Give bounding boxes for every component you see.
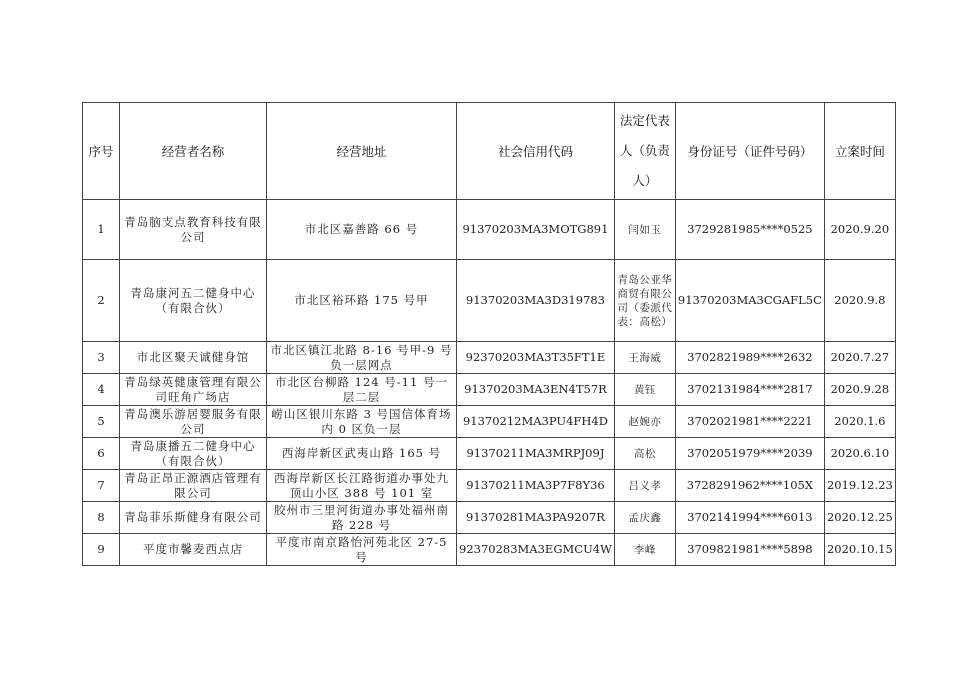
row-legal-rep: 闫如玉: [614, 200, 675, 260]
row-no: 2: [83, 260, 120, 342]
row-credit-code: 91370203MA3MOTG891: [457, 200, 615, 260]
row-no: 7: [83, 470, 120, 502]
row-date: 2020.6.10: [824, 438, 895, 470]
row-legal-rep: 王海威: [614, 342, 675, 374]
row-credit-code: 91370203MA3D319783: [457, 260, 615, 342]
row-date: 2020.12.25: [824, 502, 895, 534]
row-date: 2019.12.23: [824, 470, 895, 502]
row-name: 市北区聚天诚健身馆: [120, 342, 267, 374]
table-row: [83, 502, 896, 534]
row-credit-code: 92370283MA3EGMCU4W: [457, 534, 615, 566]
row-id-number: 3702131984****2817: [675, 374, 824, 406]
row-credit-code: 92370203MA3T35FT1E: [457, 342, 615, 374]
row-id-number: 3709821981****5898: [675, 534, 824, 566]
row-name: 青岛康河五二健身中心（有限合伙）: [120, 260, 267, 342]
table-row: [83, 470, 896, 502]
row-credit-code: 91370211MA3P7F8Y36: [457, 470, 615, 502]
row-id-number: 91370203MA3CGAFL5C: [675, 260, 824, 342]
table-row: [83, 260, 896, 342]
row-address: 胶州市三里河街道办事处福州南路 228 号: [267, 502, 457, 534]
row-no: 9: [83, 534, 120, 566]
header-filing-date: 立案时间: [824, 103, 895, 200]
row-no: 8: [83, 502, 120, 534]
row-credit-code: 91370212MA3PU4FH4D: [457, 406, 615, 438]
row-legal-rep: 赵婉亦: [614, 406, 675, 438]
row-address: 平度市南京路怡河苑北区 27-5 号: [267, 534, 457, 566]
row-name: 青岛脑支点教育科技有限公司: [120, 200, 267, 260]
row-legal-rep: 高松: [614, 438, 675, 470]
row-id-number: 3702821989****2632: [675, 342, 824, 374]
row-name: 青岛康播五二健身中心（有限合伙）: [120, 438, 267, 470]
row-address: 市北区台柳路 124 号-11 号一层二层: [267, 374, 457, 406]
header-no: 序号: [83, 103, 120, 200]
row-no: 4: [83, 374, 120, 406]
row-date: 2020.7.27: [824, 342, 895, 374]
row-address: 西海岸新区武夷山路 165 号: [267, 438, 457, 470]
row-date: 2020.1.6: [824, 406, 895, 438]
table-row: [83, 200, 896, 260]
header-address: 经营地址: [267, 103, 457, 200]
operator-table: [82, 102, 896, 566]
header-name: 经营者名称: [120, 103, 267, 200]
row-address: 市北区裕环路 175 号甲: [267, 260, 457, 342]
row-address: 崂山区银川东路 3 号国信体育场内 0 区负一层: [267, 406, 457, 438]
row-credit-code: 91370281MA3PA9207R: [457, 502, 615, 534]
row-name: 青岛正昂正源酒店管理有限公司: [120, 470, 267, 502]
row-address: 市北区镇江北路 8-16 号甲-9 号负一层网点: [267, 342, 457, 374]
row-date: 2020.9.28: [824, 374, 895, 406]
row-name: 青岛澳乐游居婴服务有限公司: [120, 406, 267, 438]
row-id-number: 3702141994****6013: [675, 502, 824, 534]
row-no: 5: [83, 406, 120, 438]
row-id-number: 3728291962****105X: [675, 470, 824, 502]
row-date: 2020.10.15: [824, 534, 895, 566]
row-date: 2020.9.20: [824, 200, 895, 260]
table-row: [83, 438, 896, 470]
header-credit-code: 社会信用代码: [457, 103, 615, 200]
row-no: 6: [83, 438, 120, 470]
header-row: [83, 103, 896, 200]
row-credit-code: 91370211MA3MRPJ09J: [457, 438, 615, 470]
row-name: 青岛菲乐斯健身有限公司: [120, 502, 267, 534]
row-id-number: 3702051979****2039: [675, 438, 824, 470]
row-legal-rep: 青岛公亚华商贸有限公司（委派代表：高松）: [614, 260, 675, 342]
table-row: [83, 406, 896, 438]
table-body: [83, 200, 896, 566]
row-legal-rep: 吕义孝: [614, 470, 675, 502]
row-legal-rep: 孟庆鑫: [614, 502, 675, 534]
row-address: 西海岸新区长江路街道办事处九顶山小区 388 号 101 室: [267, 470, 457, 502]
row-name: 青岛绿英健康管理有限公司旺角广场店: [120, 374, 267, 406]
header-legal-rep: 法定代表人（负责人）: [614, 103, 675, 200]
header-id-number: 身份证号（证件号码）: [675, 103, 824, 200]
table-row: [83, 534, 896, 566]
row-legal-rep: 黄钰: [614, 374, 675, 406]
row-address: 市北区嘉善路 66 号: [267, 200, 457, 260]
row-credit-code: 91370203MA3EN4T57R: [457, 374, 615, 406]
row-date: 2020.9.8: [824, 260, 895, 342]
row-name: 平度市馨麦西点店: [120, 534, 267, 566]
row-legal-rep: 李峰: [614, 534, 675, 566]
row-id-number: 3729281985****0525: [675, 200, 824, 260]
row-id-number: 3702021981****2221: [675, 406, 824, 438]
table-row: [83, 342, 896, 374]
row-no: 1: [83, 200, 120, 260]
row-no: 3: [83, 342, 120, 374]
table-row: [83, 374, 896, 406]
